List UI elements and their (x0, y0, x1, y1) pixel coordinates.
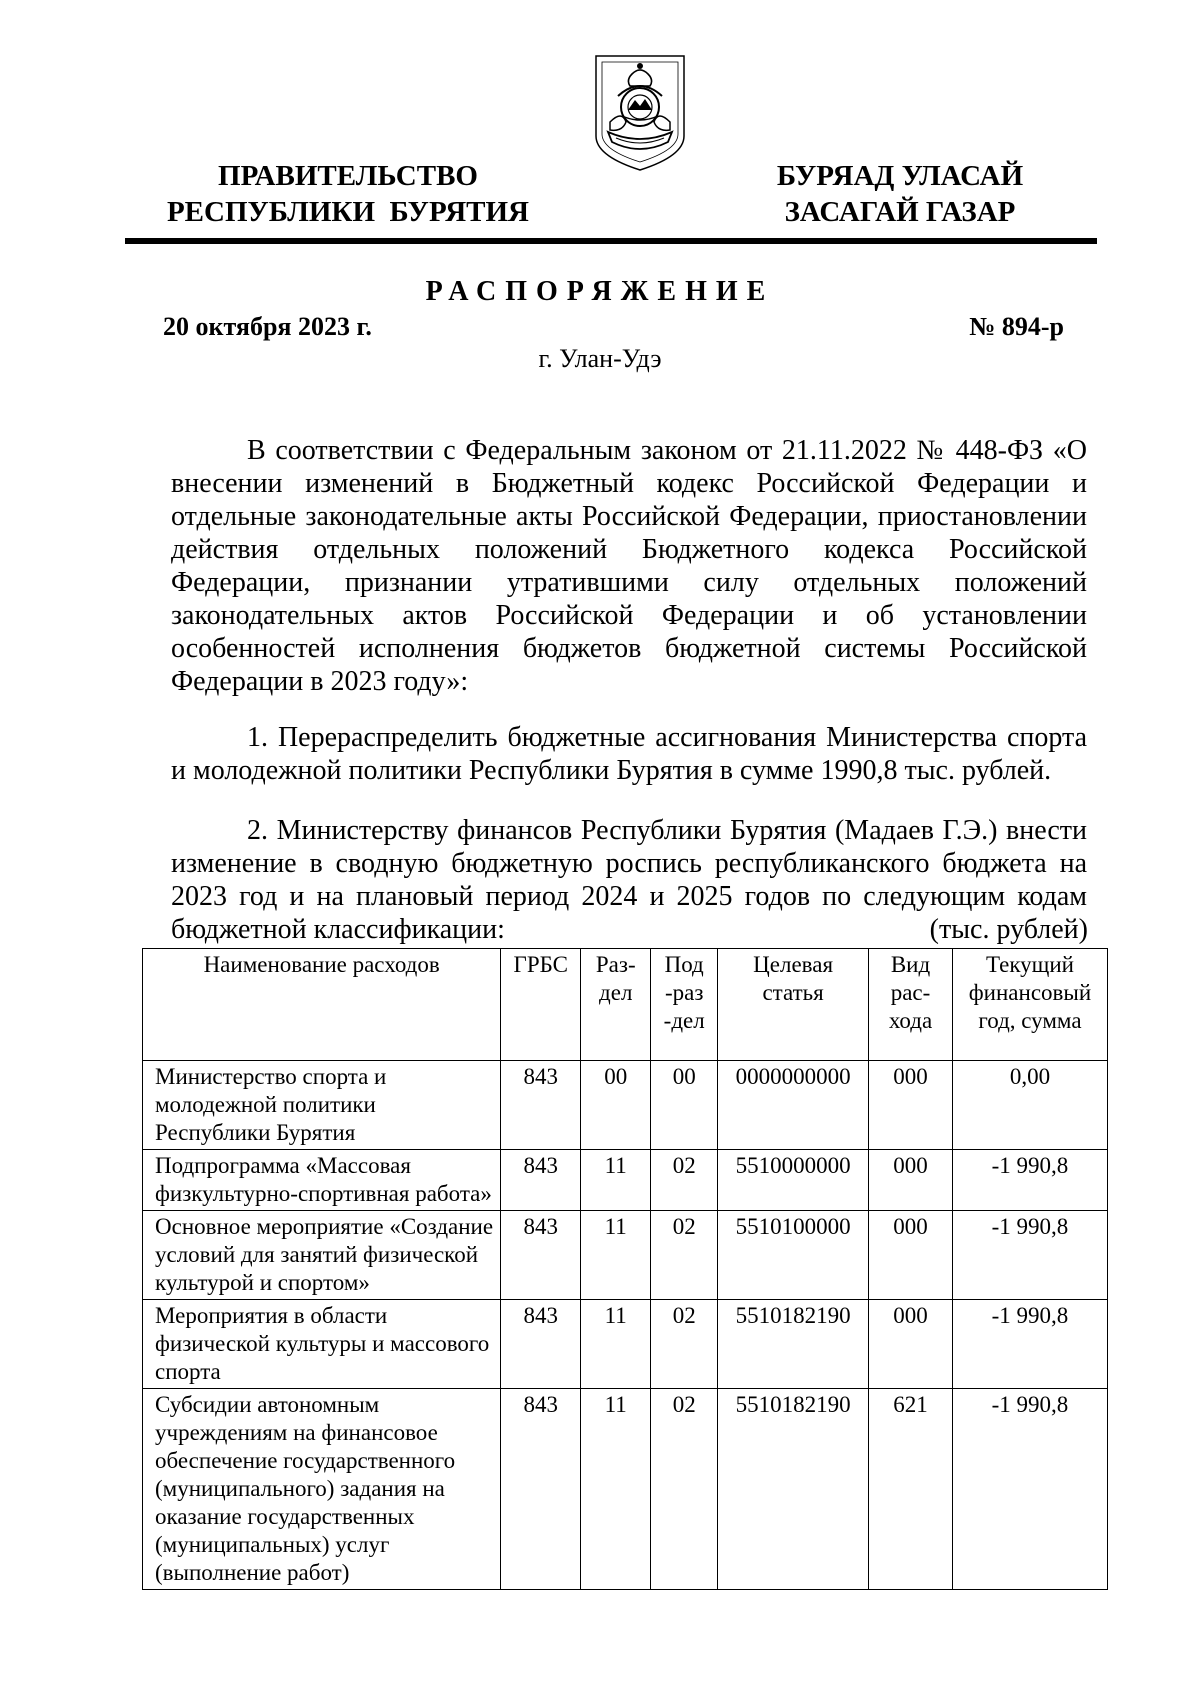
row-vid: 000 (869, 1150, 953, 1211)
row-article: 5510100000 (718, 1211, 869, 1300)
header-grbs: ГРБС (501, 949, 581, 1061)
document-body (171, 434, 1087, 969)
header-vid-text: Вид рас-хода (888, 952, 933, 1033)
header-name-text: Наименование расходов (203, 952, 440, 977)
table-row (143, 1211, 1108, 1300)
row-podrazdel: 02 (651, 1150, 718, 1211)
document-city: г. Улан-Удэ (538, 344, 662, 373)
row-grbs: 843 (501, 1061, 581, 1150)
header-sum-text: Текущий финансовый год, сумма (968, 952, 1092, 1033)
row-razdel: 11 (581, 1389, 651, 1590)
row-vid: 621 (869, 1389, 953, 1590)
header-vid (869, 949, 953, 1061)
row-name: Субсидии автономным учреждениям на финансовое обеспечение государственного (муниципального) задания на оказание государственных (муниципальных) услуг (выполнение работ) (143, 1389, 501, 1590)
item-1-paragraph: 1. Перераспределить бюджетные ассигнования Министерства спорта и молодежной политики Республики Бурятия в сумме 1990,8 тыс. рублей. (171, 722, 1087, 786)
header-article-text: Целевая статья (753, 952, 834, 1005)
budget-table (142, 948, 1108, 1590)
row-name: Министерство спорта и молодежной политики Республики Бурятия (143, 1061, 501, 1150)
org-name-buryat-line1: БУРЯАД УЛАСАЙ (776, 160, 1024, 192)
header-article (718, 949, 869, 1061)
row-sum: -1 990,8 (952, 1150, 1107, 1211)
table-row (143, 1061, 1108, 1150)
header-podrazdel (651, 949, 718, 1061)
row-article: 0000000000 (718, 1061, 869, 1150)
row-article: 5510000000 (718, 1150, 869, 1211)
row-grbs: 843 (501, 1211, 581, 1300)
header-razdel-text: Раз-дел (595, 952, 636, 1005)
row-podrazdel: 00 (651, 1061, 718, 1150)
table-units: (тыс. рублей) (929, 914, 1088, 945)
row-vid: 000 (869, 1061, 953, 1150)
header-divider (125, 238, 1097, 244)
row-podrazdel: 02 (651, 1211, 718, 1300)
row-sum: -1 990,8 (952, 1300, 1107, 1389)
row-razdel: 11 (581, 1211, 651, 1300)
org-name-russian-line2: РЕСПУБЛИКИ БУРЯТИЯ (166, 196, 530, 228)
row-article: 5510182190 (718, 1389, 869, 1590)
row-sum: -1 990,8 (952, 1211, 1107, 1300)
row-sum: -1 990,8 (952, 1389, 1107, 1590)
table-header-row (143, 949, 1108, 1061)
header-name (143, 949, 501, 1061)
row-podrazdel: 02 (651, 1389, 718, 1590)
org-name-buryat (740, 158, 1060, 230)
document-type: РАСПОРЯЖЕНИЕ (425, 276, 775, 307)
coat-of-arms-icon (592, 52, 688, 174)
preamble-paragraph: В соответствии с Федеральным законом от 21.11.2022 № 448-ФЗ «О внесении изменений в Бюджетный кодекс Российской Федерации и отдельные законодательные акты Российской Федерации, приостановлении действия отдельных положений Бюджетного кодекса Российской Федерации, признании утратившими силу отдельных положений законодательных актов Российской Федерации и об установлении особенностей исполнения бюджетов бюджетной системы Российской Федерации в 2023 году»: (171, 435, 1087, 697)
row-vid: 000 (869, 1211, 953, 1300)
header-sum (952, 949, 1107, 1061)
table-row (143, 1389, 1108, 1590)
row-name: Основное мероприятие «Создание условий для занятий физической культурой и спортом» (143, 1211, 501, 1300)
header-podrazdel-text: Под-раз-дел (663, 952, 705, 1033)
row-razdel: 00 (581, 1061, 651, 1150)
org-name-russian (148, 158, 548, 230)
row-grbs: 843 (501, 1300, 581, 1389)
row-grbs: 843 (501, 1150, 581, 1211)
item-2-paragraph: 2. Министерству финансов Республики Бурятия (Мадаев Г.Э.) внести изменение в сводную бюджетную роспись республиканского бюджета на 2023 год и на плановый период 2024 и 2025 годов по следующим кодам бюджетной классификации: (171, 815, 1087, 945)
table-row (143, 1150, 1108, 1211)
row-article: 5510182190 (718, 1300, 869, 1389)
row-razdel: 11 (581, 1150, 651, 1211)
document-number: № 894-р (969, 312, 1064, 341)
org-name-russian-line1: ПРАВИТЕЛЬСТВО (218, 160, 478, 192)
header-razdel (581, 949, 651, 1061)
row-vid: 000 (869, 1300, 953, 1389)
row-razdel: 11 (581, 1300, 651, 1389)
row-grbs: 843 (501, 1389, 581, 1590)
table-row (143, 1300, 1108, 1389)
row-name: Подпрограмма «Массовая физкультурно-спортивная работа» (143, 1150, 501, 1211)
row-sum: 0,00 (952, 1061, 1107, 1150)
org-name-buryat-line2: ЗАСАГАЙ ГАЗАР (784, 196, 1016, 228)
row-podrazdel: 02 (651, 1300, 718, 1389)
row-name: Мероприятия в области физической культуры и массового спорта (143, 1300, 501, 1389)
document-date: 20 октября 2023 г. (163, 312, 372, 341)
